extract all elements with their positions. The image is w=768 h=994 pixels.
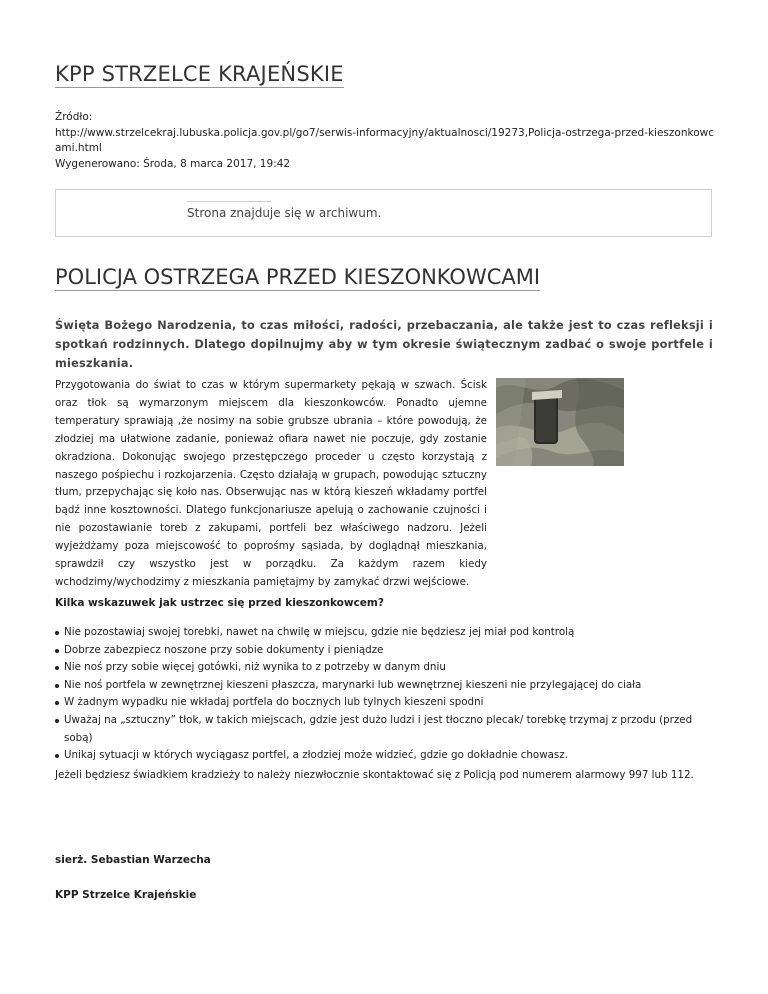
bullet-icon <box>55 649 59 653</box>
tips-list <box>55 624 720 765</box>
source-url-continued[interactable]: ami.html <box>55 142 102 154</box>
list-item <box>55 712 720 747</box>
source-url[interactable]: http://www.strzelcekraj.lubuska.policja.gov.pl/go7/serwis-informacyjny/aktualnosci/19273,Policja-ostrzega-przed-kieszonkowc <box>55 126 714 139</box>
archive-notice: Strona znajduje się w archiwum. <box>187 206 382 220</box>
bullet-icon <box>55 631 59 635</box>
article-body-part2: Często działają w grupach, powodując sztuczny tłum, przepychając się koło nas. Obserwując nas w którą kieszeń wkładamy portfel bądź inne kosztowności. Dlatego funkcjonariusze apelują o zachowanie czujności i nie pozostawianie toreb z zakupami, portfeli bez właściwego nadzoru. Jeżeli wyjeżdżamy poza miejscowość to poprośmy sąsiada, by doglądnął mieszkania, sprawdził czy wszystko jest w porządku. Za każdym razem kiedy wchodzimy/wychodzimy z mieszkania pamiętajmy by zamykać drzwi wejściowe. <box>55 468 487 588</box>
bullet-icon <box>55 666 59 670</box>
bullet-icon <box>55 754 59 758</box>
tips-heading: Kilka wskazuwek jak ustrzec się przed kieszonkowcem? <box>55 597 384 609</box>
tip-text: Dobrze zabezpiecz noszone przy sobie dokumenty i pieniądze <box>64 643 384 656</box>
article-title: POLICJA OSTRZEGA PRZED KIESZONKOWCAMI <box>55 265 541 289</box>
pocket-photo-image <box>496 378 624 466</box>
tip-text: Unikaj sytuacji w których wyciągasz portfel, a złodziej może widzieć, gdzie go dokładnie chowasz. <box>64 749 568 762</box>
tip-text: Nie noś portfela w zewnętrznej kieszeni płaszcza, marynarki lub wewnętrznej kieszeni nie przylegającej do ciała <box>64 678 642 691</box>
generated-date: Wygenerowano: Środa, 8 marca 2017, 19:42 <box>55 157 291 170</box>
tip-text: Nie pozostawiaj swojej torebki, nawet na chwilę w miejscu, gdzie nie będziesz jej miał pod kontrolą <box>64 626 575 638</box>
list-item <box>55 747 720 765</box>
bullet-icon <box>55 684 59 688</box>
bullet-icon <box>55 719 59 723</box>
tip-text: Nie noś przy sobie więcej gotówki, niż wynika to z potrzeby w danym dniu <box>64 661 446 674</box>
article-body-part1: Przygotowania do świat to czas w którym supermarkety pękają w szwach. Ścisk oraz tłok są wymarzonym miejscem dla kieszonkowców. Ponadto ujemne temperatury sprawiają ,że nosimy na sobie grubsze ubrania – które powodują, że złodziej ma ułatwione zadanie, ponieważ ofiara nawet nie poczuje, gdy zostanie okradziona. Dokonując swojego przestępczego proceder u często korzystają z naszego pośpiechu i rozkojarzenia. <box>55 379 487 481</box>
list-item <box>55 642 720 660</box>
list-item <box>55 624 720 642</box>
list-item <box>55 694 720 712</box>
list-item <box>55 659 720 677</box>
article-photo <box>496 378 624 466</box>
bullet-icon <box>55 701 59 705</box>
archive-notice-box <box>55 189 712 237</box>
emergency-notice: Jeżeli będziesz świadkiem kradzieży to należy niezwłocznie skontaktować się z Policją pod numerem alarmowy 997 lub 112. <box>55 769 694 781</box>
archive-divider <box>187 201 271 202</box>
tip-text: Uważaj na „sztuczny” tłok, w takich miejscach, gdzie jest dużo ludzi i jest tłoczno plecak/ torebkę trzymaj z przodu (przed sobą) <box>64 713 693 744</box>
tip-text: W żadnym wypadku nie wkładaj portfela do bocznych lub tylnych kieszeni spodni <box>64 696 484 709</box>
article-lead: Święta Bożego Narodzenia, to czas miłości, radości, przebaczania, ale także jest to czas refleksji i spotkań rodzinnych. Dlatego dopilnujmy aby w tym okresie świątecznym zadbać o swoje portfele i mieszkania. <box>55 319 713 370</box>
source-label: Źródło: <box>55 111 93 123</box>
site-title: KPP STRZELCE KRAJEŃSKIE <box>55 62 344 86</box>
author-name: sierż. Sebastian Warzecha <box>55 854 211 866</box>
source-block <box>55 110 720 172</box>
list-item <box>55 677 720 695</box>
author-unit: KPP Strzelce Krajeńskie <box>55 889 197 901</box>
article-body <box>55 377 487 592</box>
